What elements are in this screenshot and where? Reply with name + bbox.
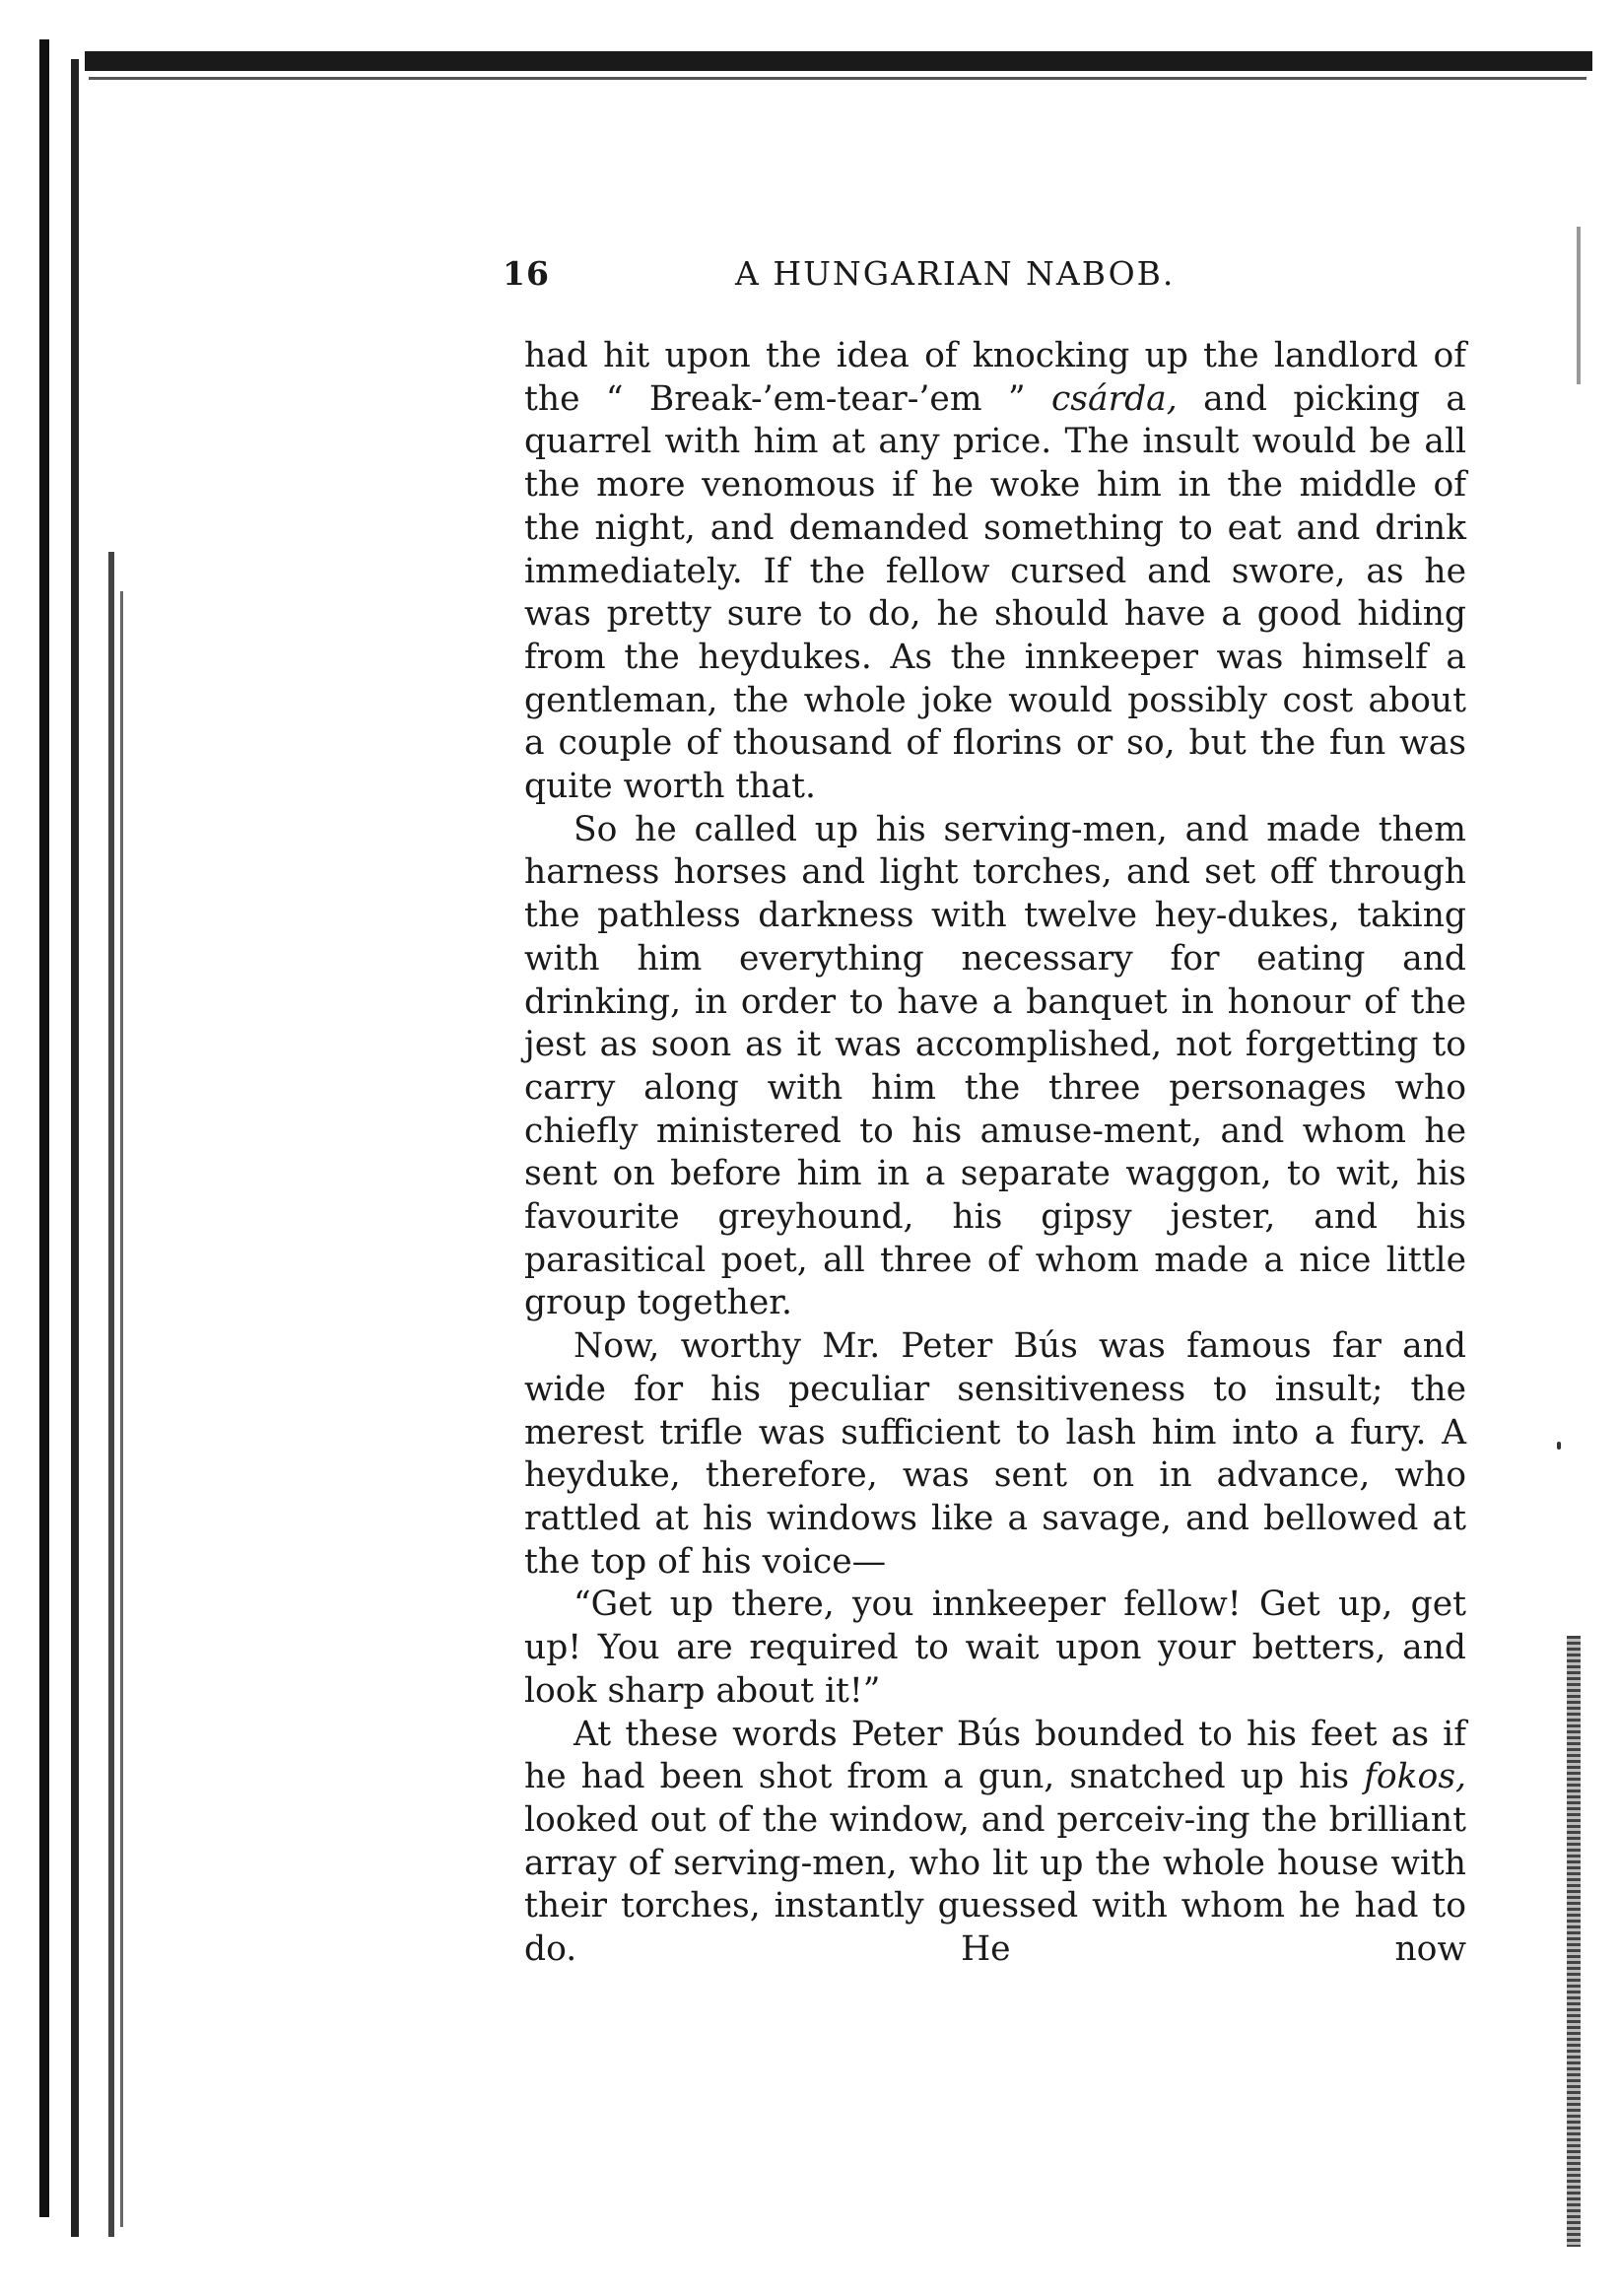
scan-edge-right-top <box>1577 227 1581 384</box>
scan-speck <box>1557 1442 1561 1450</box>
scan-edge-left <box>39 39 49 2217</box>
page-number: 16 <box>503 254 550 293</box>
text-run: “Get up there, you innkeeper fellow! Get up, get up! You are required to wait upon your betters, and look sharp about it!” <box>524 1585 1466 1711</box>
text-run: At these words Peter Bús bounded to his feet as if he had been shot from a gun, snatched up his <box>524 1714 1466 1797</box>
scan-edge-right-bottom <box>1567 1636 1581 2247</box>
text-run: had hit upon the idea of knocking up the landlord of the “ Break-’em-tear-’em ” <box>524 336 1466 419</box>
text-run-italic: csárda, <box>1050 378 1178 419</box>
scan-edge-left-inner <box>71 59 79 2237</box>
running-title: A HUNGARIAN NABOB. <box>735 254 1176 293</box>
scan-edge-left-gutter <box>108 552 114 2237</box>
page-header <box>503 254 1488 294</box>
scan-edge-left-gutter-thin <box>120 591 123 2227</box>
text-run: So he called up his serving-men, and made them harness horses and light torches, and set off through the pathless darkness with twelve hey-dukes, taking with him everything necessary for eating and drinking, in order to have a banquet in honour of the jest as soon as it was accomplished, not forgetting to carry along with him the three personages who chiefly ministered to his amuse-ment, and whom he sent on before him in a separate waggon, to wit, his favourite greyhound, his gipsy jester, and his parasitical poet, all three of whom made a nice little group together. <box>524 809 1466 1323</box>
text-run-italic: fokos, <box>1364 1757 1466 1797</box>
text-run: Now, worthy Mr. Peter Bús was famous far and wide for his peculiar sensitiveness to insult; the merest trifle was sufficient to lash him into a fury. A heyduke, therefore, was sent on in advance, who rattled at his windows like a savage, and bellowed at the top of his voice— <box>524 1326 1466 1582</box>
paragraph-3 <box>524 1325 1466 1584</box>
scan-edge-top-thin <box>89 77 1586 80</box>
paragraph-1 <box>524 335 1466 809</box>
text-run: looked out of the window, and perceiv-ing the brilliant array of serving-men, who lit up the whole house with their torches, instantly guessed with whom he had to do. He now <box>524 1799 1466 1970</box>
text-run: and picking a quarrel with him at any price. The insult would be all the more venomous if he woke him in the middle of the night, and demanded something to eat and drink immediately. If the fellow cursed and swore, as he was pretty sure to do, he should have a good hiding from the heydukes. As the innkeeper was himself a gentleman, the whole joke would possibly cost about a couple of thousand of florins or so, but the fun was quite worth that. <box>524 378 1467 807</box>
body-text <box>524 335 1466 1972</box>
paragraph-4 <box>524 1584 1466 1713</box>
paragraph-5 <box>524 1714 1466 1972</box>
paragraph-2 <box>524 809 1466 1325</box>
scan-edge-top <box>85 51 1592 71</box>
